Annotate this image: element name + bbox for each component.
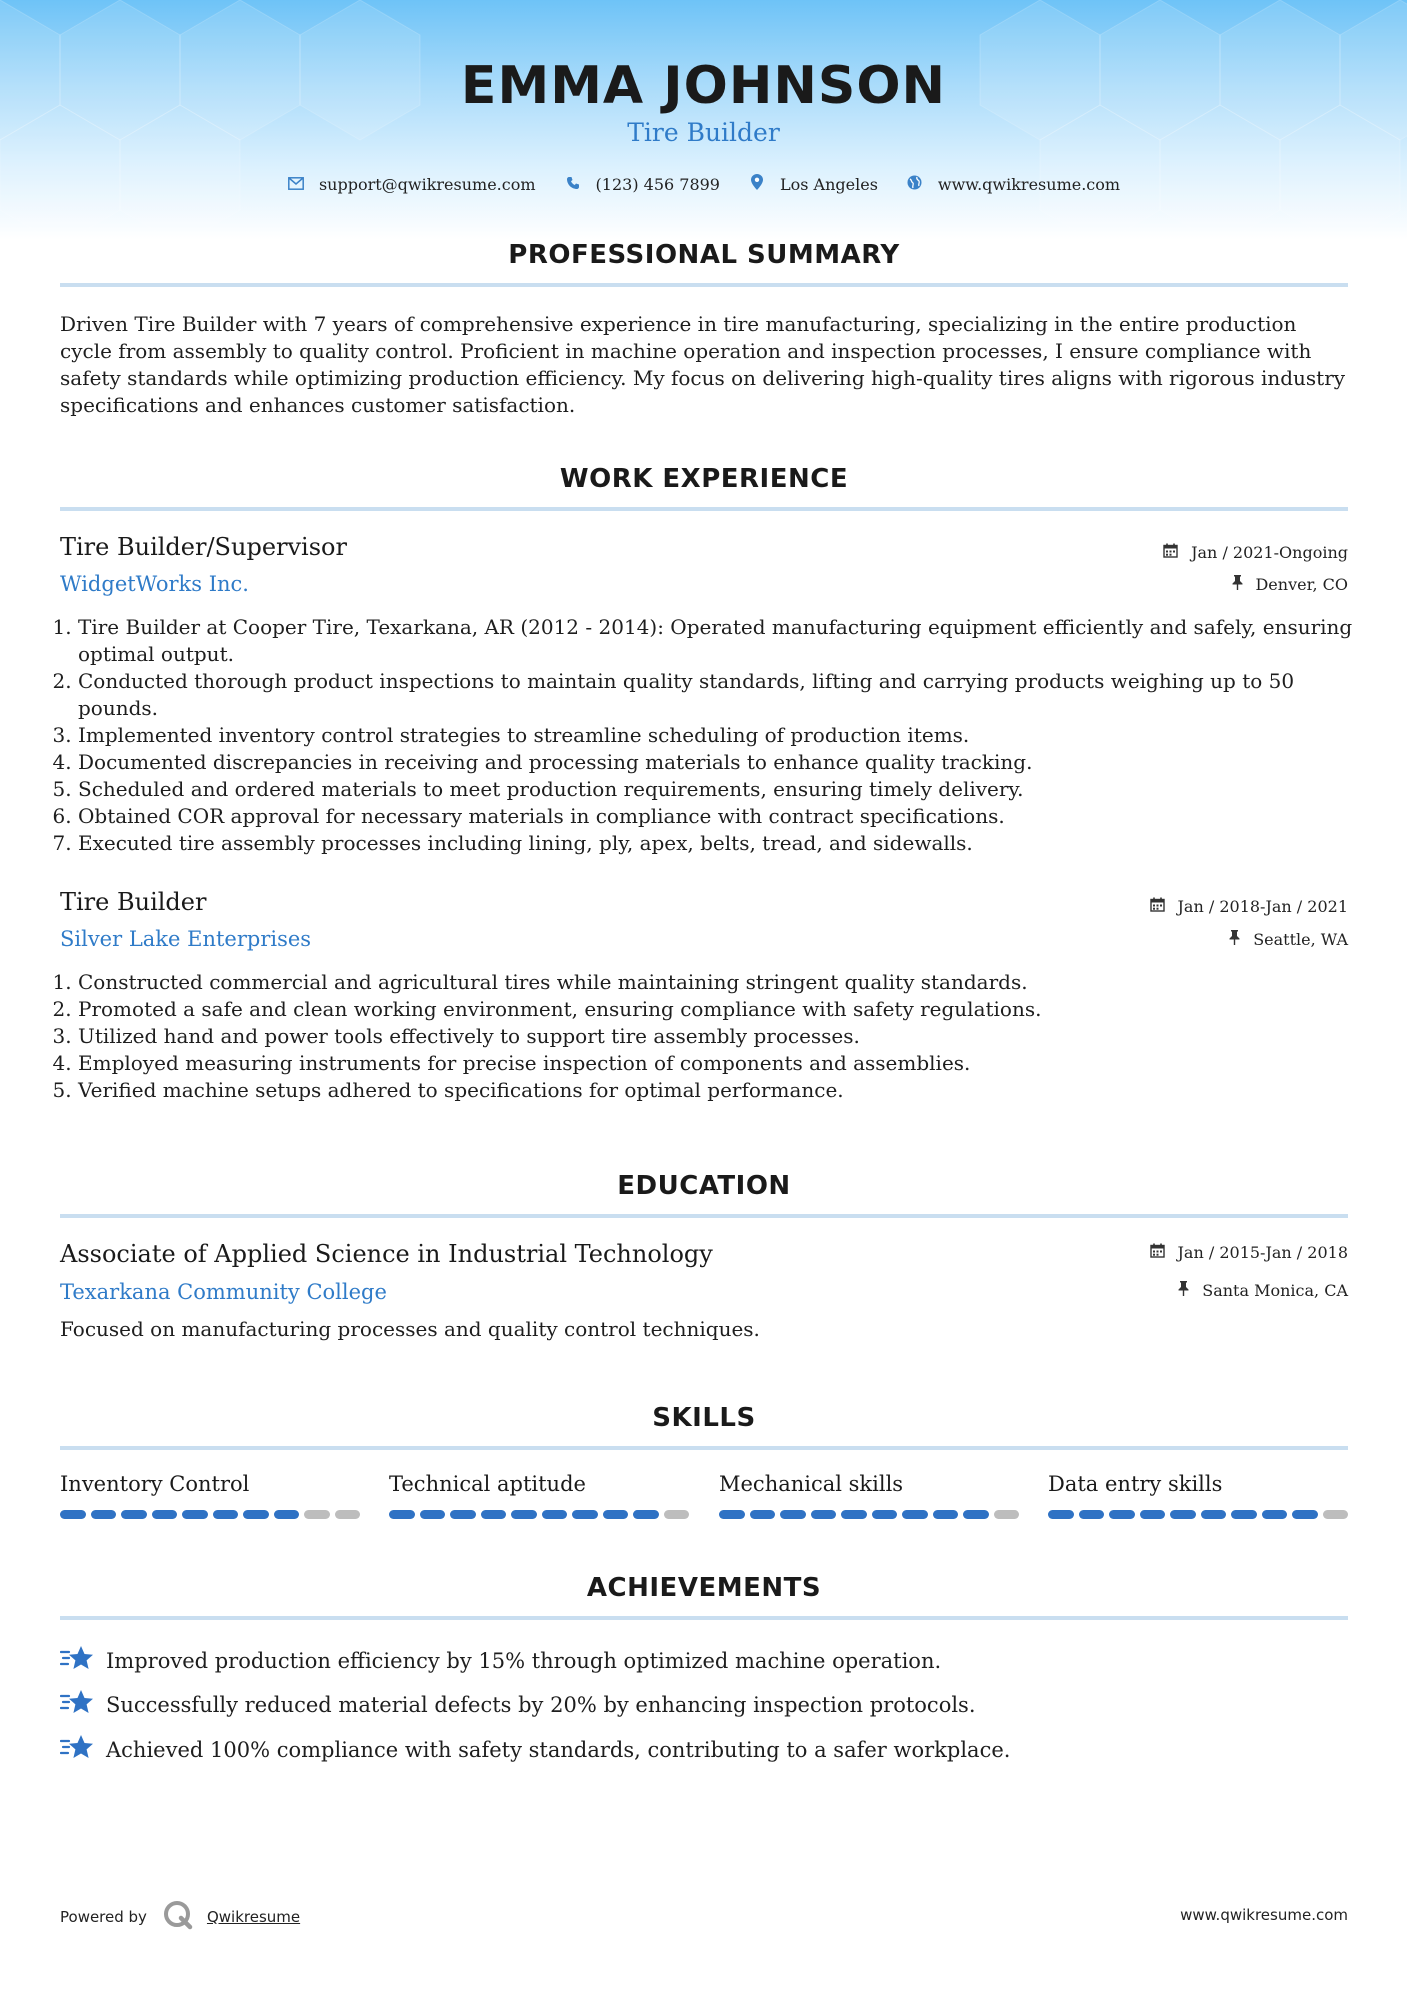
list-item: 6. Obtained COR approval for necessary materials in compliance with contract specifications. [78,803,1366,830]
skill-level-segment [91,1510,117,1519]
achievement-text: Successfully reduced material defects by 20% by enhancing inspection protocols. [106,1692,976,1717]
list-item: 4. Documented discrepancies in receiving and processing materials to enhance quality tracking. [78,749,1366,776]
candidate-role: Tire Builder [627,118,780,147]
list-item: 2. Promoted a safe and clean working environment, ensuring compliance with safety regulations. [78,996,1366,1023]
skill-level-segment [182,1510,208,1519]
contact-website[interactable]: www.qwikresume.com [937,174,1121,194]
map-pin-icon [748,174,766,194]
star-icon [60,1688,106,1721]
list-item: 3. Implemented inventory control strategies to streamline scheduling of production items. [78,722,1366,749]
job-duties-list [60,969,1366,1104]
education-divider [60,1214,1348,1218]
skill-level-segment [1079,1510,1105,1519]
skill-level-segment [60,1510,86,1519]
skill-level-segment [243,1510,269,1519]
job-duties-list [60,614,1366,857]
skills-divider [60,1446,1348,1450]
list-item: 1. Constructed commercial and agricultural tires while maintaining stringent quality standards. [78,969,1366,996]
education-date [1150,1243,1348,1262]
experience-heading: WORK EXPERIENCE [559,464,849,494]
footer-powered-by [60,1900,300,1934]
skill-level-segment [335,1510,361,1519]
education-description: Focused on manufacturing processes and quality control techniques. [60,1317,760,1341]
skill-item [719,1472,1019,1519]
skill-level-segment [274,1510,300,1519]
skill-level-bar [719,1510,1019,1519]
job-date [1163,543,1348,562]
skill-level-segment [304,1510,330,1519]
skill-name: Data entry skills [1048,1472,1223,1496]
skill-level-segment [542,1510,568,1519]
star-icon [60,1644,106,1677]
skill-name: Technical aptitude [389,1472,586,1496]
skill-level-segment [603,1510,629,1519]
list-item: 5. Scheduled and ordered materials to meet production requirements, ensuring timely delivery. [78,776,1366,803]
job-location [1229,930,1348,949]
skill-level-segment [1140,1510,1166,1519]
skill-level-segment [481,1510,507,1519]
globe-icon [906,175,924,194]
list-item: 3. Utilized hand and power tools effectively to support tire assembly processes. [78,1023,1366,1050]
skill-level-segment [1048,1510,1074,1519]
envelope-icon [287,175,305,194]
skill-level-bar [389,1510,689,1519]
summary-heading: PROFESSIONAL SUMMARY [508,240,900,270]
achievement-text: Achieved 100% compliance with safety standards, contributing to a safer workplace. [106,1737,1011,1762]
pushpin-icon [1229,931,1245,949]
job-company: Silver Lake Enterprises [60,927,312,951]
list-item: 5. Verified machine setups adhered to specifications for optimal performance. [78,1077,1366,1104]
skill-level-segment [994,1510,1020,1519]
summary-divider [60,283,1348,287]
skill-level-segment [121,1510,147,1519]
skill-name: Inventory Control [60,1472,250,1496]
job-date [1150,897,1348,916]
experience-divider [60,507,1348,511]
list-item: 4. Employed measuring instruments for precise inspection of components and assemblies. [78,1050,1366,1077]
job-company: WidgetWorks Inc. [60,572,249,596]
brand-link[interactable]: Qwikresume [206,1908,301,1926]
achievement-item [60,1733,1348,1766]
skill-level-segment [1109,1510,1135,1519]
skill-item [60,1472,360,1519]
qwikresume-logo [163,1900,193,1934]
contact-bar [0,174,1407,194]
education-heading: EDUCATION [617,1171,791,1201]
achievement-text: Improved production efficiency by 15% through optimized machine operation. [106,1648,942,1673]
calendar-icon [1150,898,1170,916]
summary-text: Driven Tire Builder with 7 years of comprehensive experience in tire manufacturing, specializing in the entire production cycle from assembly to quality control. Proficient in machine operation and inspection processes, I ensure compliance with safety standards while optimizing production efficiency. My focus on delivering high-quality tires aligns with rigorous industry specifications and enhances customer satisfaction. [60,312,1346,417]
skill-item [389,1472,689,1519]
achievement-item [60,1644,1348,1677]
skill-level-segment [841,1510,867,1519]
skill-level-segment [963,1510,989,1519]
skill-level-segment [511,1510,537,1519]
skill-name: Mechanical skills [719,1472,904,1496]
pushpin-icon [1178,1282,1194,1300]
achievements-divider [60,1616,1348,1620]
calendar-icon [1163,544,1183,562]
job-location [1232,575,1348,594]
phone-icon [564,175,582,194]
contact-phone[interactable]: (123) 456 7899 [595,174,720,194]
candidate-name: EMMA JOHNSON [460,56,947,116]
job-date-text: Jan / 2018-Jan / 2021 [1177,897,1348,916]
contact-email[interactable]: support@qwikresume.com [318,174,536,194]
skill-level-segment [213,1510,239,1519]
job-title: Tire Builder/Supervisor [60,533,347,561]
skills-heading: SKILLS [652,1403,756,1433]
education-location [1178,1281,1348,1300]
skill-level-segment [420,1510,446,1519]
job-location-text: Seattle, WA [1253,930,1348,949]
degree-title: Associate of Applied Science in Industrial Technology [60,1240,713,1268]
skill-level-segment [780,1510,806,1519]
skill-level-segment [872,1510,898,1519]
skill-item [1048,1472,1348,1519]
skill-level-segment [1323,1510,1349,1519]
education-location-text: Santa Monica, CA [1202,1281,1348,1300]
skill-level-segment [1201,1510,1227,1519]
job-title: Tire Builder [60,888,207,916]
footer-website[interactable]: www.qwikresume.com [1180,1906,1348,1924]
skill-level-segment [152,1510,178,1519]
skill-level-bar [60,1510,360,1519]
skill-level-segment [933,1510,959,1519]
job-location-text: Denver, CO [1255,575,1348,594]
achievement-item [60,1688,1348,1721]
list-item: 7. Executed tire assembly processes including lining, ply, apex, belts, tread, and sidewalls. [78,830,1366,857]
powered-by-label: Powered by [60,1908,147,1926]
skill-level-segment [389,1510,415,1519]
pushpin-icon [1232,576,1248,594]
skill-level-segment [1231,1510,1257,1519]
skill-level-segment [719,1510,745,1519]
achievements-heading: ACHIEVEMENTS [586,1573,822,1603]
skill-level-segment [902,1510,928,1519]
skill-level-segment [572,1510,598,1519]
skill-level-segment [664,1510,690,1519]
contact-location: Los Angeles [779,174,878,194]
skill-level-segment [750,1510,776,1519]
skill-level-segment [811,1510,837,1519]
school-name: Texarkana Community College [60,1280,387,1304]
calendar-icon [1150,1244,1170,1262]
skill-level-segment [633,1510,659,1519]
education-date-text: Jan / 2015-Jan / 2018 [1177,1243,1348,1262]
list-item: 1. Tire Builder at Cooper Tire, Texarkana, AR (2012 - 2014): Operated manufacturing equipment efficiently and safely, ensuring optimal output. [78,614,1366,668]
list-item: 2. Conducted thorough product inspections to maintain quality standards, lifting and carrying products weighing up to 50 pounds. [78,668,1366,722]
skill-level-segment [450,1510,476,1519]
skill-level-segment [1292,1510,1318,1519]
job-date-text: Jan / 2021-Ongoing [1191,543,1348,562]
skill-level-bar [1048,1510,1348,1519]
skill-level-segment [1170,1510,1196,1519]
star-icon [60,1733,106,1766]
skill-level-segment [1262,1510,1288,1519]
